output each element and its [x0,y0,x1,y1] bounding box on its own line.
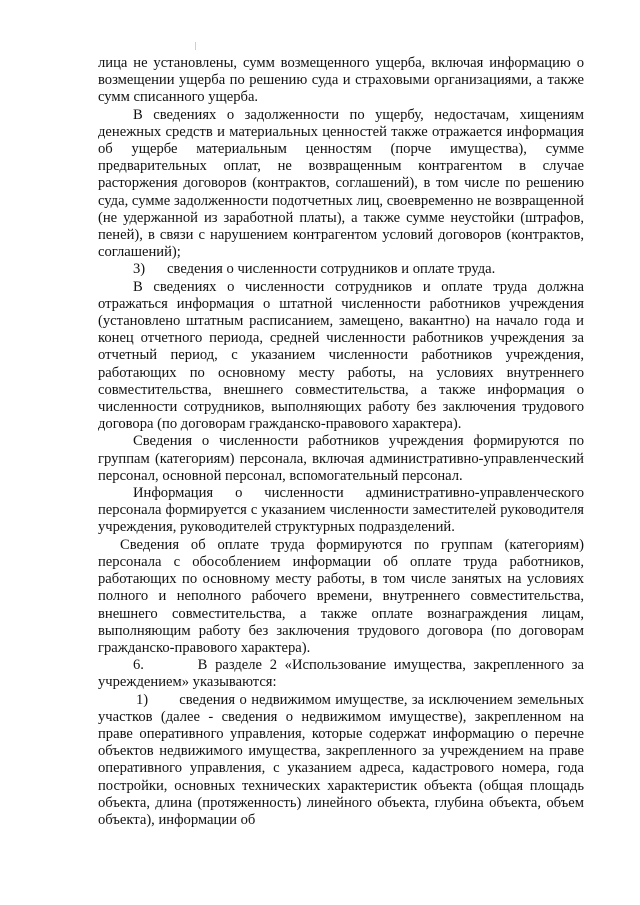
paragraph-staff-groups: Сведения о численности работников учреждения формируются по группам (категориям) персонала, включая административно-управленческий персонал, основной персонал, вспомогательный персонал. [98,433,584,484]
document-body [98,55,584,829]
paragraph-damage-debt: В сведениях о задолженности по ущербу, недостачам, хищениям денежных средств и материальных ценностей также отражается информация об ущербе материальным ценностям (порче имущества), сумме предварительных оплат, не возвращенным контрагентом в случае расторжения договоров (контрактов, соглашений), в том числе по решению суда, сумме задолженности подотчетных лиц, своевременно не возвращенной (не удержанной из заработной платы), а также сумме неустойки (штрафов, пеней), в связи с нарушением контрагентом условий договоров (контрактов, соглашений); [98,106,584,261]
paragraph-payroll: Сведения об оплате труда формируются по группам (категориям) персонала с обособлением информации об оплате труда работников, работающих по основному месту работы, в том числе занятых на условиях полного и неполного рабочего времени, внутреннего совместительства, внешнего совместительства, а также оплате вознаграждения лицам, выполняющим работу без заключения трудового договора (по договорам гражданско-правового характера). [98,536,584,656]
section-heading-property: 6. В разделе 2 «Использование имущества, закрепленного за учреждением» указываются: [98,657,584,691]
list-item-real-estate: 1) сведения о недвижимом имуществе, за исключением земельных участков (далее - сведения о недвижимом имуществе), закрепленном на праве оперативного управления, которые содержат информацию о перечне объектов недвижимого имущества, закрепленного за учреждением на праве оперативного управления, с указанием адреса, кадастрового номера, года постройки, основных технических характеристик объекта (общая площадь объекта, длина (протяженность) линейного объекта, глубина объекта, объем объекта), информации об [98,691,584,828]
paragraph-admin-staff: Информация о численности административно-управленческого персонала формируется с указанием численности заместителей руководителя учреждения, руководителей структурных подразделений. [98,485,584,536]
paragraph-damage-continuation: лица не установлены, сумм возмещенного ущерба, включая информацию о возмещении ущерба по решению суда и страховыми организациями, а также сумм списанного ущерба. [98,55,584,106]
list-item-staff-info: 3) сведения о численности сотрудников и оплате труда. [133,261,496,278]
scan-artifact [195,42,196,50]
paragraph-staff-number: В сведениях о численности сотрудников и оплате труда должна отражаться информация о штатной численности работников учреждения (установлено штатным расписанием, замещено, вакантно) на начало года и конец отчетного периода, средней численности работников учреждения за отчетный период, с указанием численности работников учреждения, работающих по основному месту работы, на условиях внутреннего совместительства, внешнего совместительства, а также информация о численности сотрудников, выполняющих работу без заключения трудового договора (по договорам гражданско-правового характера). [98,278,584,433]
